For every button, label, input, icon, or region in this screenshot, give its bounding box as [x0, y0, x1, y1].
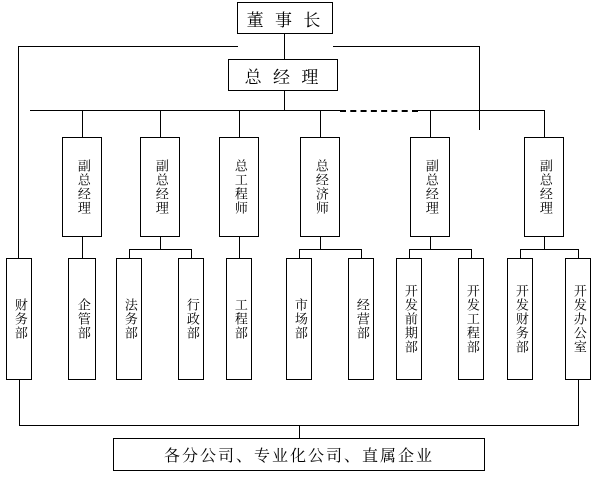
box-vice-gm-3-label: 副总经理: [422, 159, 438, 215]
box-enterprise-mgmt-dept-label: 企管部: [74, 298, 90, 340]
gm-drop-5: [430, 110, 431, 138]
box-vice-gm-2-label: 副总经理: [152, 159, 168, 215]
gm-drop-3: [239, 110, 240, 138]
box-legal-dept-label: 法务部: [121, 298, 137, 340]
chairman-bus-left: [18, 46, 238, 47]
box-vice-gm-4-label: 副总经理: [536, 159, 552, 215]
box-vice-gm-3: [410, 137, 450, 237]
l2-3-down: [239, 237, 240, 258]
box-dev-preliminary-dept-label: 开发前期部: [401, 284, 417, 354]
gm-drop-2: [160, 110, 161, 138]
gm-bus-right: [418, 110, 544, 111]
l2-1-down: [82, 237, 83, 258]
box-chairman: [237, 2, 333, 34]
box-finance-dept-label: 财务部: [11, 298, 27, 340]
finance-drop: [18, 130, 19, 258]
box-admin-dept-label: 行政部: [183, 298, 199, 340]
bottom-bus-to-footer: [299, 425, 300, 439]
gm-drop-6: [544, 110, 545, 138]
box-dev-engineering-dept: [458, 258, 484, 380]
gm-down-stub: [284, 91, 285, 111]
gm-drop-1: [82, 110, 83, 138]
box-vice-gm-1-label: 副总经理: [74, 159, 90, 215]
box-subsidiaries: [113, 438, 485, 471]
box-operations-dept: [348, 258, 374, 380]
connector-chairman-gm: [284, 34, 285, 60]
box-chief-economist-label: 总经济师: [312, 159, 328, 215]
l2-6-bus: [520, 249, 578, 250]
gm-bus: [30, 110, 340, 111]
bottom-riser-left: [19, 380, 20, 426]
box-general-manager-label: 总 经 理: [244, 67, 322, 88]
box-enterprise-mgmt-dept: [68, 258, 96, 380]
box-engineering-dept: [226, 258, 252, 380]
chairman-bus-right-drop: [479, 46, 480, 130]
bottom-riser-right: [578, 380, 579, 426]
box-vice-gm-2: [140, 137, 180, 237]
box-dev-finance-dept-label: 开发财务部: [512, 284, 528, 354]
chairman-bus-left-drop: [18, 46, 19, 130]
box-dev-office: [565, 258, 591, 380]
gm-bus-left-end: [30, 110, 31, 111]
box-chief-engineer-label: 总工程师: [231, 159, 247, 215]
box-chief-economist: [300, 137, 340, 237]
box-general-manager: [228, 59, 338, 91]
l2-2-bus: [129, 249, 191, 250]
box-vice-gm-4: [524, 137, 564, 237]
l2-4-bus: [299, 249, 361, 250]
box-market-dept: [286, 258, 312, 380]
box-subsidiaries-label: 各分公司、专业化公司、直属企业: [163, 446, 434, 465]
box-dev-preliminary-dept: [396, 258, 422, 380]
chairman-bus-right: [333, 46, 479, 47]
box-engineering-dept-label: 工程部: [231, 298, 247, 340]
l2-5-bus: [409, 249, 471, 250]
gm-bus-dashed-segment: [340, 110, 418, 112]
box-market-dept-label: 市场部: [291, 298, 307, 340]
box-dev-finance-dept: [507, 258, 533, 380]
box-vice-gm-1: [62, 137, 102, 237]
box-legal-dept: [116, 258, 142, 380]
box-finance-dept: [6, 258, 32, 380]
gm-drop-4: [320, 110, 321, 138]
box-chairman-label: 董 事 长: [246, 10, 324, 31]
box-dev-office-label: 开发办公室: [570, 284, 586, 354]
box-admin-dept: [178, 258, 204, 380]
box-dev-engineering-dept-label: 开发工程部: [463, 284, 479, 354]
box-chief-engineer: [219, 137, 259, 237]
box-operations-dept-label: 经营部: [353, 298, 369, 340]
